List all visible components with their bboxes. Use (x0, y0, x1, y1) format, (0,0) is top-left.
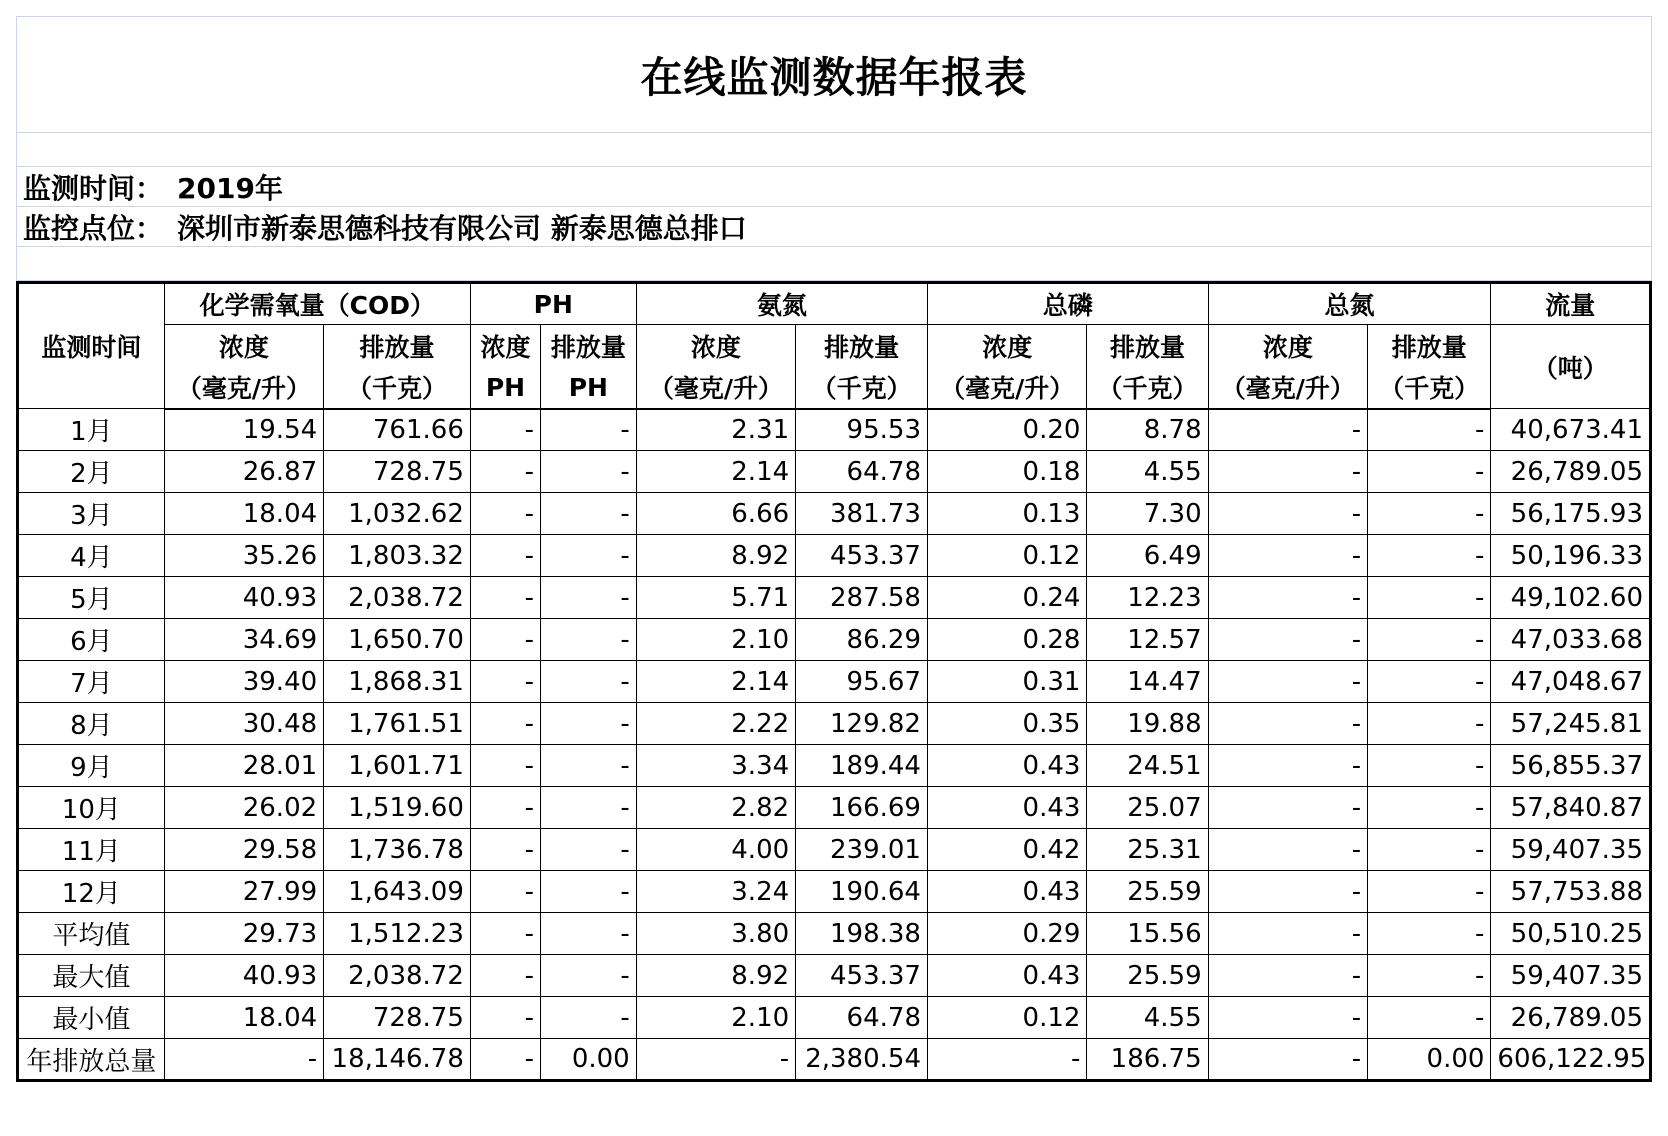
table-cell: 25.59 (1087, 871, 1208, 913)
header-row-groups (18, 283, 1651, 325)
table-row (18, 703, 1651, 745)
table-cell: 34.69 (164, 619, 323, 661)
table-cell: - (1208, 955, 1367, 997)
table-row (18, 661, 1651, 703)
table-cell: - (1208, 829, 1367, 871)
header-nh3n-conc: 浓度 (636, 325, 795, 367)
table-cell: - (470, 619, 540, 661)
table-cell: 64.78 (796, 451, 928, 493)
header-tp: 总磷 (927, 283, 1208, 325)
row-label: 年排放总量 (18, 1039, 165, 1081)
table-cell: 0.28 (927, 619, 1086, 661)
spreadsheet (16, 16, 1652, 1082)
header-cod-conc: 浓度 (164, 325, 323, 367)
table-cell: 0.43 (927, 787, 1086, 829)
table-cell: 18.04 (164, 493, 323, 535)
table-cell: 27.99 (164, 871, 323, 913)
table-cell: - (470, 703, 540, 745)
table-cell: - (1368, 577, 1491, 619)
table-cell: - (1208, 787, 1367, 829)
table-cell: - (1368, 703, 1491, 745)
table-cell: - (1208, 703, 1367, 745)
table-cell: 28.01 (164, 745, 323, 787)
table-cell: 3.24 (636, 871, 795, 913)
table-cell: 6.66 (636, 493, 795, 535)
table-cell: - (541, 997, 637, 1039)
table-cell: 26.87 (164, 451, 323, 493)
table-cell: - (470, 829, 540, 871)
blank-row (17, 247, 1651, 281)
table-cell: - (1208, 577, 1367, 619)
table-cell: 30.48 (164, 703, 323, 745)
table-cell: - (1368, 745, 1491, 787)
row-label: 11月 (18, 829, 165, 871)
monitor-site-label: 监控点位： (23, 211, 164, 245)
report-title: 在线监测数据年报表 (640, 52, 1028, 102)
table-cell: 0.42 (927, 829, 1086, 871)
row-label: 7月 (18, 661, 165, 703)
table-row (18, 829, 1651, 871)
row-label: 最小值 (18, 997, 165, 1039)
table-row (18, 955, 1651, 997)
header-ph-conc: 浓度 (470, 325, 540, 367)
table-cell: 8.92 (636, 535, 795, 577)
table-cell: 606,122.95 (1491, 1039, 1651, 1081)
table-cell: 18.04 (164, 997, 323, 1039)
table-cell: 4.00 (636, 829, 795, 871)
monitor-site-row (17, 207, 1651, 247)
row-label: 1月 (18, 409, 165, 451)
table-cell: 25.59 (1087, 955, 1208, 997)
table-cell: - (541, 619, 637, 661)
row-label: 5月 (18, 577, 165, 619)
table-cell: - (541, 829, 637, 871)
table-cell: - (1208, 451, 1367, 493)
table-cell: 57,840.87 (1491, 787, 1651, 829)
table-cell: 3.80 (636, 913, 795, 955)
table-cell: 1,803.32 (324, 535, 471, 577)
table-cell: 5.71 (636, 577, 795, 619)
header-cod-emis-unit: （千克） (324, 367, 471, 409)
table-cell: - (470, 661, 540, 703)
table-cell: 12.57 (1087, 619, 1208, 661)
row-label: 3月 (18, 493, 165, 535)
table-cell: 7.30 (1087, 493, 1208, 535)
header-nh3n: 氨氮 (636, 283, 927, 325)
table-cell: 381.73 (796, 493, 928, 535)
table-cell: 166.69 (796, 787, 928, 829)
table-cell: - (541, 493, 637, 535)
table-cell: - (541, 745, 637, 787)
table-cell: 0.24 (927, 577, 1086, 619)
table-cell: - (470, 913, 540, 955)
table-cell: - (1208, 493, 1367, 535)
header-nh3n-conc-unit: （毫克/升） (636, 367, 795, 409)
table-cell: - (541, 577, 637, 619)
header-flow-unit: （吨） (1491, 325, 1651, 409)
table-cell: 0.43 (927, 745, 1086, 787)
table-cell: 19.54 (164, 409, 323, 451)
table-cell: - (470, 997, 540, 1039)
header-cod-emis: 排放量 (324, 325, 471, 367)
table-cell: 239.01 (796, 829, 928, 871)
row-label: 平均值 (18, 913, 165, 955)
table-cell: 8.92 (636, 955, 795, 997)
table-cell: - (1208, 535, 1367, 577)
row-label: 10月 (18, 787, 165, 829)
table-cell: 0.43 (927, 955, 1086, 997)
table-row (18, 745, 1651, 787)
header-flow: 流量 (1491, 283, 1651, 325)
header-tp-emis: 排放量 (1087, 325, 1208, 367)
table-cell: - (541, 787, 637, 829)
table-cell: 26,789.05 (1491, 451, 1651, 493)
table-cell: 0.12 (927, 535, 1086, 577)
table-cell: 0.18 (927, 451, 1086, 493)
header-row-sub (18, 325, 1651, 367)
table-cell: 64.78 (796, 997, 928, 1039)
table-cell: 3.34 (636, 745, 795, 787)
table-row (18, 451, 1651, 493)
table-cell: - (1368, 787, 1491, 829)
data-table (16, 281, 1652, 1082)
table-cell: - (1208, 409, 1367, 451)
header-tp-conc: 浓度 (927, 325, 1086, 367)
table-cell: 0.20 (927, 409, 1086, 451)
table-cell: 2.10 (636, 619, 795, 661)
monitor-site-value: 深圳市新泰思德科技有限公司 新泰思德总排口 (177, 211, 747, 245)
header-ph-emis-unit: PH (541, 367, 637, 409)
table-cell: 47,048.67 (1491, 661, 1651, 703)
table-cell: - (470, 535, 540, 577)
table-cell: - (1208, 745, 1367, 787)
table-cell: 19.88 (1087, 703, 1208, 745)
header-nh3n-emis-unit: （千克） (796, 367, 928, 409)
table-cell: 29.73 (164, 913, 323, 955)
table-row (18, 997, 1651, 1039)
table-cell: - (1368, 955, 1491, 997)
table-row (18, 535, 1651, 577)
table-cell: 4.55 (1087, 997, 1208, 1039)
header-tn-conc-unit: （毫克/升） (1208, 367, 1367, 409)
table-cell: - (1368, 451, 1491, 493)
row-label: 最大值 (18, 955, 165, 997)
table-cell: - (1368, 997, 1491, 1039)
table-row (18, 577, 1651, 619)
table-cell: 287.58 (796, 577, 928, 619)
table-cell: 0.29 (927, 913, 1086, 955)
header-cod: 化学需氧量（COD） (164, 283, 470, 325)
table-cell: - (470, 745, 540, 787)
header-tp-emis-unit: （千克） (1087, 367, 1208, 409)
table-cell: - (1368, 535, 1491, 577)
table-cell: - (1208, 619, 1367, 661)
table-cell: 0.43 (927, 871, 1086, 913)
table-cell: 40,673.41 (1491, 409, 1651, 451)
table-cell: - (541, 409, 637, 451)
table-cell: 453.37 (796, 535, 928, 577)
table-cell: - (1208, 913, 1367, 955)
table-cell: 56,855.37 (1491, 745, 1651, 787)
table-cell: 26.02 (164, 787, 323, 829)
table-cell: 50,510.25 (1491, 913, 1651, 955)
row-label: 12月 (18, 871, 165, 913)
row-label: 8月 (18, 703, 165, 745)
table-cell: - (1368, 913, 1491, 955)
table-cell: 24.51 (1087, 745, 1208, 787)
table-cell: 1,601.71 (324, 745, 471, 787)
table-cell: 2.14 (636, 451, 795, 493)
header-tn-emis-unit: （千克） (1368, 367, 1491, 409)
table-row (18, 913, 1651, 955)
header-tn: 总氮 (1208, 283, 1491, 325)
table-row (18, 787, 1651, 829)
table-cell: - (1368, 661, 1491, 703)
table-cell: - (927, 1039, 1086, 1081)
table-cell: 2.22 (636, 703, 795, 745)
table-cell: 728.75 (324, 451, 471, 493)
table-cell: 2.31 (636, 409, 795, 451)
table-cell: - (1368, 829, 1491, 871)
table-cell: - (541, 871, 637, 913)
row-label: 2月 (18, 451, 165, 493)
table-cell: - (470, 409, 540, 451)
table-cell: - (164, 1039, 323, 1081)
monitor-time-label: 监测时间： (23, 171, 164, 205)
table-cell: 57,245.81 (1491, 703, 1651, 745)
table-cell: 6.49 (1087, 535, 1208, 577)
table-cell: 14.47 (1087, 661, 1208, 703)
table-cell: 198.38 (796, 913, 928, 955)
table-cell: - (1208, 661, 1367, 703)
table-cell: 49,102.60 (1491, 577, 1651, 619)
table-cell: - (541, 913, 637, 955)
table-cell: - (1368, 493, 1491, 535)
table-cell: - (1208, 871, 1367, 913)
table-cell: - (541, 661, 637, 703)
table-cell: 2,038.72 (324, 955, 471, 997)
header-time-col: 监测时间 (18, 283, 165, 409)
table-cell: 2.14 (636, 661, 795, 703)
table-row (18, 409, 1651, 451)
header-row-units (18, 367, 1651, 409)
table-row (18, 871, 1651, 913)
table-cell: - (541, 451, 637, 493)
header-ph-emis: 排放量 (541, 325, 637, 367)
table-cell: 25.31 (1087, 829, 1208, 871)
table-cell: 453.37 (796, 955, 928, 997)
table-cell: 95.67 (796, 661, 928, 703)
table-cell: - (636, 1039, 795, 1081)
table-cell: 40.93 (164, 955, 323, 997)
table-cell: 1,650.70 (324, 619, 471, 661)
row-label: 6月 (18, 619, 165, 661)
table-cell: 12.23 (1087, 577, 1208, 619)
table-cell: - (1208, 997, 1367, 1039)
table-cell: 50,196.33 (1491, 535, 1651, 577)
table-cell: 56,175.93 (1491, 493, 1651, 535)
table-row (18, 619, 1651, 661)
header-ph: PH (470, 283, 636, 325)
table-cell: 57,753.88 (1491, 871, 1651, 913)
table-cell: 26,789.05 (1491, 997, 1651, 1039)
table-cell: 0.00 (1368, 1039, 1491, 1081)
header-cod-conc-unit: （毫克/升） (164, 367, 323, 409)
table-cell: - (470, 871, 540, 913)
table-cell: 1,868.31 (324, 661, 471, 703)
table-cell: 95.53 (796, 409, 928, 451)
table-cell: 4.55 (1087, 451, 1208, 493)
table-cell: 1,736.78 (324, 829, 471, 871)
table-cell: 25.07 (1087, 787, 1208, 829)
table-cell: 129.82 (796, 703, 928, 745)
table-cell: 1,512.23 (324, 913, 471, 955)
table-cell: - (541, 703, 637, 745)
table-cell: 2.10 (636, 997, 795, 1039)
table-cell: - (1208, 1039, 1367, 1081)
report-header-block (16, 16, 1652, 281)
table-cell: - (470, 577, 540, 619)
table-cell: 59,407.35 (1491, 829, 1651, 871)
row-label: 4月 (18, 535, 165, 577)
table-cell: 2,380.54 (796, 1039, 928, 1081)
table-cell: 0.13 (927, 493, 1086, 535)
table-cell: 35.26 (164, 535, 323, 577)
table-body (18, 409, 1651, 1081)
table-cell: 0.31 (927, 661, 1086, 703)
header-tp-conc-unit: （毫克/升） (927, 367, 1086, 409)
table-cell: 0.00 (541, 1039, 637, 1081)
table-cell: 40.93 (164, 577, 323, 619)
table-cell: 189.44 (796, 745, 928, 787)
table-cell: - (1368, 871, 1491, 913)
table-cell: 0.35 (927, 703, 1086, 745)
header-tn-emis: 排放量 (1368, 325, 1491, 367)
table-cell: 59,407.35 (1491, 955, 1651, 997)
table-cell: 29.58 (164, 829, 323, 871)
table-cell: 186.75 (1087, 1039, 1208, 1081)
header-tn-conc: 浓度 (1208, 325, 1367, 367)
table-cell: 1,519.60 (324, 787, 471, 829)
table-cell: 728.75 (324, 997, 471, 1039)
table-cell: 18,146.78 (324, 1039, 471, 1081)
table-cell: - (541, 535, 637, 577)
table-cell: 1,761.51 (324, 703, 471, 745)
table-cell: - (1368, 409, 1491, 451)
table-cell: 0.12 (927, 997, 1086, 1039)
header-nh3n-emis: 排放量 (796, 325, 928, 367)
table-cell: 190.64 (796, 871, 928, 913)
table-cell: - (470, 493, 540, 535)
table-row (18, 493, 1651, 535)
monitor-time-row (17, 167, 1651, 207)
table-cell: 2,038.72 (324, 577, 471, 619)
table-cell: 2.82 (636, 787, 795, 829)
table-cell: - (470, 787, 540, 829)
table-cell: - (470, 1039, 540, 1081)
table-cell: 1,643.09 (324, 871, 471, 913)
table-cell: - (470, 955, 540, 997)
table-cell: 39.40 (164, 661, 323, 703)
title-row (17, 17, 1651, 133)
table-cell: 1,032.62 (324, 493, 471, 535)
monitor-time-value: 2019年 (177, 171, 283, 205)
blank-row (17, 133, 1651, 167)
table-cell: 8.78 (1087, 409, 1208, 451)
table-cell: - (470, 451, 540, 493)
table-cell: - (541, 955, 637, 997)
table-cell: 761.66 (324, 409, 471, 451)
table-cell: 15.56 (1087, 913, 1208, 955)
table-cell: - (1368, 619, 1491, 661)
table-cell: 47,033.68 (1491, 619, 1651, 661)
header-ph-conc-unit: PH (470, 367, 540, 409)
table-cell: 86.29 (796, 619, 928, 661)
row-label: 9月 (18, 745, 165, 787)
table-row (18, 1039, 1651, 1081)
